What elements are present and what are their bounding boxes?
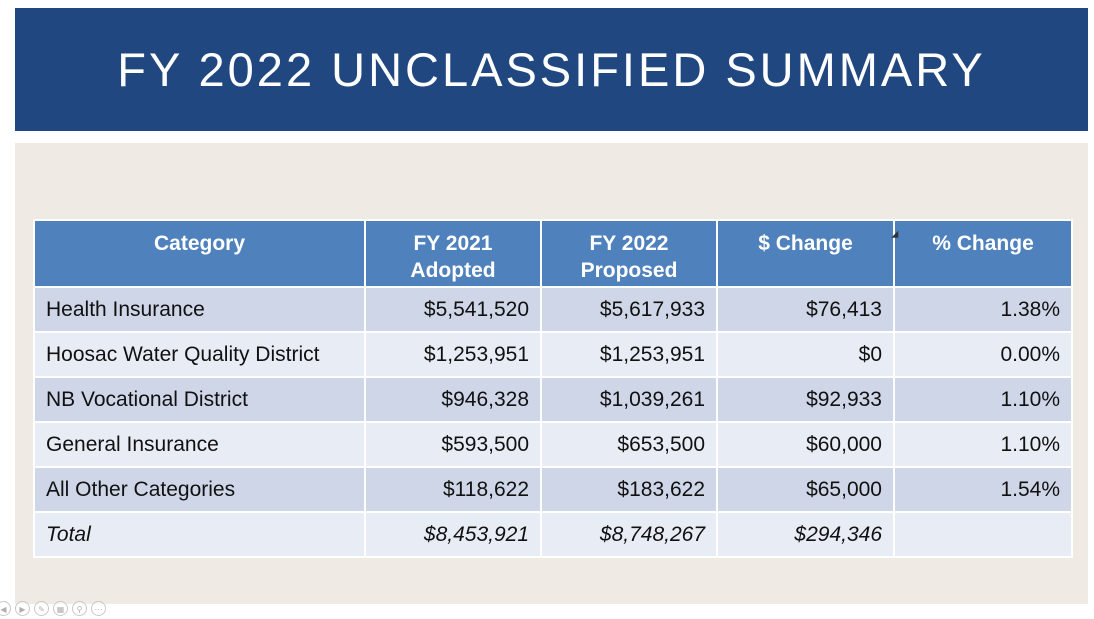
cell-fy2021: $593,500 (365, 422, 541, 467)
cell-fy2022: $1,253,951 (541, 332, 717, 377)
slide-title-banner (15, 8, 1088, 131)
table-total-row (34, 512, 1072, 557)
cell-category: General Insurance (34, 422, 365, 467)
cell-pct-change: 1.10% (894, 422, 1072, 467)
pen-icon[interactable]: ✎ (34, 601, 49, 616)
cell-category: All Other Categories (34, 467, 365, 512)
header-dollar-change: $ Change (717, 220, 894, 287)
cell-total-pct-change (894, 512, 1072, 557)
cell-dollar-change: $76,413 (717, 287, 894, 332)
table-row (34, 287, 1072, 332)
table-row (34, 332, 1072, 377)
header-fy2022-proposed: FY 2022 Proposed (541, 220, 717, 287)
cell-pct-change: 1.10% (894, 377, 1072, 422)
cell-pct-change: 1.38% (894, 287, 1072, 332)
table-header-row (34, 220, 1072, 287)
header-pct-change: % Change (894, 220, 1072, 287)
cell-category: Health Insurance (34, 287, 365, 332)
table-row (34, 377, 1072, 422)
header-fy2021-adopted: FY 2021 Adopted (365, 220, 541, 287)
cell-dollar-change: $60,000 (717, 422, 894, 467)
cell-total-fy2022: $8,748,267 (541, 512, 717, 557)
cell-dollar-change: $92,933 (717, 377, 894, 422)
zoom-icon[interactable]: ⚲ (72, 601, 87, 616)
previous-icon[interactable]: ◀ (0, 601, 11, 616)
cell-fy2021: $1,253,951 (365, 332, 541, 377)
presenter-controls (0, 601, 106, 616)
cell-total-fy2021: $8,453,921 (365, 512, 541, 557)
cell-fy2022: $1,039,261 (541, 377, 717, 422)
next-icon[interactable]: ▶ (15, 601, 30, 616)
cell-pct-change: 1.54% (894, 467, 1072, 512)
cell-fy2021: $946,328 (365, 377, 541, 422)
cell-category: NB Vocational District (34, 377, 365, 422)
table-row (34, 467, 1072, 512)
slide-title: FY 2022 UNCLASSIFIED SUMMARY (117, 43, 986, 96)
cell-total-dollar-change: $294,346 (717, 512, 894, 557)
cell-pct-change: 0.00% (894, 332, 1072, 377)
header-category: Category (34, 220, 365, 287)
cell-fy2022: $653,500 (541, 422, 717, 467)
cell-fy2021: $5,541,520 (365, 287, 541, 332)
cell-dollar-change: $0 (717, 332, 894, 377)
summary-table (33, 219, 1073, 558)
cell-total-label: Total (34, 512, 365, 557)
cell-category: Hoosac Water Quality District (34, 332, 365, 377)
table-row (34, 422, 1072, 467)
cell-fy2022: $5,617,933 (541, 287, 717, 332)
slides-icon[interactable]: ▦ (53, 601, 68, 616)
cell-dollar-change: $65,000 (717, 467, 894, 512)
cell-fy2022: $183,622 (541, 467, 717, 512)
cell-fy2021: $118,622 (365, 467, 541, 512)
more-icon[interactable]: ⋯ (91, 601, 106, 616)
